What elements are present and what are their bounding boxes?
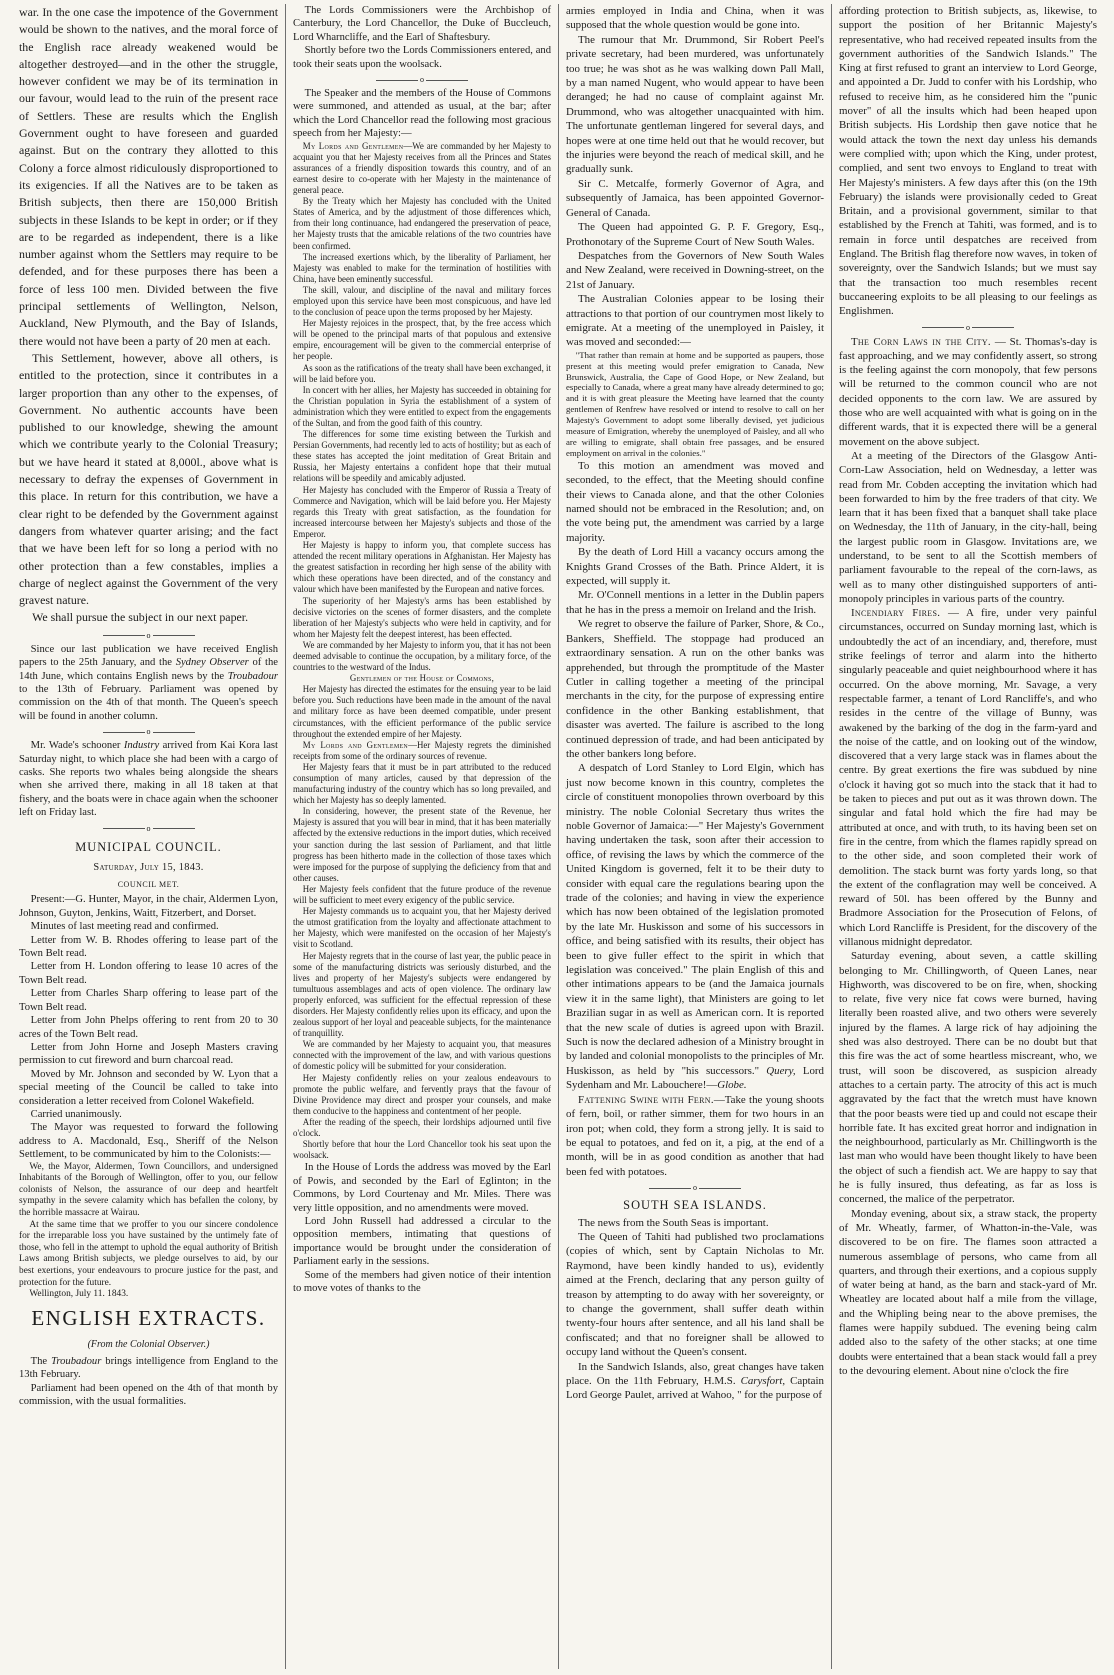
news-paragraph: The news from the South Seas is important. bbox=[577, 1216, 769, 1229]
news-paragraph: Despatches from the Governors of New South Wales and New Zealand, were received in Downing-street, on the 21st of January. bbox=[566, 249, 824, 291]
quoted-resolution: "That rather than remain at home and be supported as paupers, those present at this meeting would prefer emigration to Canada, New Brunswick, Australia, the Cape of Good Hope, or New Zealand, but especially to Canada, where a great many have already determined to go; and it is with great pleasure the Meeting have learned that the county gentlemen of Renfrew have resolved or intend to resolve to call on her Majesty's Government to adopt some liberally devised, yet judicious measure of Emigration, whereby the unemployed of Paisley, and all who are willing to emigrate, shall obtain free passages, and be ensured employment on arrival in the colonies." bbox=[566, 349, 824, 458]
council-paragraph: The Mayor was requested to forward the following address to A. Macdonald, Esq., Sheriff of the Nelson Settlement, to be communicated by him to the Colonists:— bbox=[19, 1122, 278, 1161]
address-date: Wellington, July 11. 1843. bbox=[29, 1289, 129, 1300]
speech-paragraph: Her Majesty confidently relies on your zealous endeavours to promote the public welfare, and fervently prays that the favour of Divine Providence may direct and prosper your counsels, and make them conducive to the happiness and contentment of her people. bbox=[293, 1072, 551, 1116]
news-paragraph: Saturday evening, about seven, a cattle skilling belonging to Mr. Chillingworth, of Queen Lanes, near Highworth, was discovered to be on fire, when, shocking to relate, five very nice fat cows were burned, having literally been roasted alive, and two others were severely injured by the flames. A large rick of hay adjoining the shed was also destroyed. There can be no doubt but that this fire was the act of some heartless miscreant, who, we trust, will soon be discovered, as suspicion already attaches to a certain party. The atrocity of this act is much aggravated by the fact that the wretch must have known that the poor beasts were tied up and could not escape their horrible fate. It has excited great horror and indignation in the neighbourhood, particularly as Mr. Chillingworth is the last man who would have been thought likely to have been the object of such a fiendish act. We are happy to say that he is fully insured, thus defeating, as far as loss is concerned, the malice of the perpetrator. bbox=[839, 950, 1097, 1206]
speech-paragraph: By the Treaty which her Majesty has concluded with the United States of America, and by the adjustment of those differences which, from their long continuance, had endangered the preservation of peace, her Majesty trusts that the amicable relations of the two countries have been confirmed. bbox=[293, 196, 551, 251]
article-paragraph: This Settlement, however, above all others, is entitled to the protection, since it contributes in a larger proportion than any other to the expenses, of Government. No authentic accounts have been published to our knowledge, shewing the amount which we contribute yearly to the Colonial Treasury; but we have heard it stated at 8,000l., above what is necessary to defray the expenses of Government in this place. In return for this contribution, we have a clear right to be defended by the Government against dangers from whatever quarter arising; and the fact that we have been left for so long a period with no other protection than a few constables, implies a charge of neglect against the Government of the very gravest nature. bbox=[19, 350, 278, 608]
section-divider: o bbox=[293, 76, 551, 84]
speech-paragraph: We are commanded by her Majesty to inform you, that it has not been deemed advisable to continue the occupation, by a military force, of the countries to the westward of the Indus. bbox=[293, 639, 551, 673]
news-paragraph: The Speaker and the members of the House of Commons were summoned, and attended as usual, at the bar; after which the Lord Chancellor read the following most gracious speech from her Majesty:— bbox=[293, 88, 551, 140]
council-paragraph: Minutes of last meeting read and confirmed. bbox=[30, 921, 219, 933]
speech-paragraph: We are commanded by her Majesty to acquaint you, that measures connected with the improvement of the law, and with various questions of domestic policy will be submitted for your consideration. bbox=[293, 1039, 551, 1072]
section-date: Saturday, July 15, 1843. bbox=[93, 861, 204, 873]
news-paragraph: By the death of Lord Hill a vacancy occurs among the Knights Grand Crosses of the Bath. Prince Aldert, it is expected, will supply it. bbox=[566, 546, 824, 588]
news-paragraph: Sir C. Metcalfe, formerly Governor of Agra, and subsequently of Jamaica, has been appointed Governor-General of Canada. bbox=[566, 177, 824, 219]
speech-paragraph: Her Majesty feels confident that the future produce of the revenue will be sufficient to meet every exigency of the public service. bbox=[293, 883, 551, 906]
section-heading: SOUTH SEA ISLANDS. bbox=[623, 1198, 767, 1213]
news-paragraph: In the House of Lords the address was moved by the Earl of Powis, and seconded by the Earl of Eglinton; in the Commons, by Lord Courtenay and Mr. Miles. There was very little opposition, and no amendments were moved. bbox=[293, 1162, 551, 1214]
speech-paragraph: Her Majesty rejoices in the prospect, that, by the free access which will be opened to the principal marts of that populous and extensive empire, encouragement will be given to the commercial enterprise of her people. bbox=[293, 318, 551, 362]
news-paragraph: We regret to observe the failure of Parker, Shore, & Co., Bankers, Sheffield. The stoppage had produced an extraordinary sensation. A run on the other banks was apprehended, but through the promptitude of the Master Cutler in calling together a meeting of the principal merchants in the city, for the purpose of expressing entire confidence in the other Banking establishment, that disaster was averted. The failure is ascribed to the long continued depression of trade, and had been anticipated by the other bankers long before. bbox=[566, 618, 824, 760]
news-paragraph: To this motion an amendment was moved and seconded, to the effect, that the Meeting should confine their views to Canada alone, and that the other Colonies named should not be embraced in the Resolution; and, on the vote being put, the amendment was carried by a large majority. bbox=[566, 459, 824, 544]
speech-paragraph: The differences for some time existing between the Turkish and Persian Governments, had recently led to acts of hostility; but as each of these states has accepted the joint meditation of Great Britain and Russia, her Majesty entertains a confident hope that their mutual relations will be speedily and amicably adjusted. bbox=[293, 429, 551, 484]
article-paragraph: war. In the one case the impotence of the Government would be shown to the natives, and the moral force of the English race already weakened would be altogether destroyed—and in the other the struggle, however confident we may be of its termination in our favour, would lead to the ruin of the present race of Settlers. These are results which the English Government ought to have foreseen and guarded against. But on the contrary they allotted to this Colony a force almost ridiculously disproportioned to its exigencies. If all the Natives are to be taken as British subjects, then there are 150,000 British subjects in these Islands to be kept in order; or if they are to be regarded as independent, there is a like number against whom the Settlers may require to be defended, and for these purposes there has been a force of less 100 men. Divided between the five principal settlements of Wellington, Nelson, Auckland, New Plymouth, and the Bay of Islands, there would not have been a party of 20 men at each. bbox=[19, 5, 278, 348]
speech-paragraph: Her Majesty regrets that in the course of last year, the public peace in some of the manufacturing districts was seriously disturbed, and the lives and property of her Majesty's subjects were endangered by tumultuous assemblages and acts of open violence. The ordinary law properly enforced, was sufficient for the effectual repression of these disorders. Her Majesty confidently relies upon its efficacy, and upon the zealous support of her loyal and peaceable subjects, for the maintenance of tranquillity. bbox=[293, 950, 551, 1039]
news-paragraph: Mr. Wade's schooner Industry arrived from Kai Kora last Saturday night, to which place she had been with a cargo of casks. She reports two whales being alongside the shears when she arrived there, making in all 18 taken at that fishery, and the boats were in chace again when the schooner left on Friday last. bbox=[19, 740, 278, 819]
news-paragraph: The Australian Colonies appear to be losing their attractions to that portion of our countrymen most likely to emigrate. At a meeting of the unemployed in Paisley, it was moved and seconded:— bbox=[566, 293, 824, 349]
council-paragraph: Letter from John Phelps offering to rent from 20 to 30 acres of the Town Belt read. bbox=[19, 1015, 278, 1040]
speech-paragraph: As soon as the ratifications of the treaty shall have been exchanged, it will be laid before you. bbox=[293, 362, 551, 384]
news-paragraph: Monday evening, about six, a straw stack, the property of Mr. Wheatly, farmer, of Whatton-in-the-Vale, was discovered to be on fire. The flames soon attracted a numerous assemblage of persons, who came from all quarters, and through their exertions, and a copious supply of water being at hand, as the barn and stack-yard of Mr. Wheatley are located about half a mile from the village, and the Whipling being near to the above premises, the flames were happily subdued. The evening being calm added also to the safety of the other stacks; at one time doubts were entertained that a bean stack would fall a prey to the devouring element. About nine o'clock the fire bbox=[839, 1207, 1097, 1377]
column-2 bbox=[285, 4, 558, 1669]
speech-paragraph: Her Majesty has concluded with the Emperor of Russia a Treaty of Commerce and Navigation, which will be laid before you. Her Majesty regards this Treaty with great satisfaction, as the foundation for increased intercourse between her Majesty's subjects and those of the Emperor. bbox=[293, 484, 551, 539]
speech-paragraph: The superiority of her Majesty's arms has been established by decisive victories on the scenes of former disasters, and the complete liberation of her Majesty's subjects who were held in captivity, and for whom her Majesty felt the deepest interest, has been effected. bbox=[293, 595, 551, 639]
speech-paragraph: My Lords and Gentlemen—Her Majesty regrets the diminished receipts from some of the ordinary sources of revenue. bbox=[293, 739, 551, 761]
section-divider: o bbox=[19, 728, 278, 736]
news-paragraph: The Queen had appointed G. P. F. Gregory, Esq., Prothonotary of the Supreme Court of New South Wales. bbox=[566, 221, 824, 248]
news-paragraph: In the Sandwich Islands, also, great changes have taken place. On the 11th February, H.M.S. Carysfort, Captain Lord George Paulet, arrived at Wahoo, " for the purpose of bbox=[566, 1360, 824, 1402]
speech-paragraph: In concert with her allies, her Majesty has succeeded in obtaining for the Christian population in Syria the establishment of a system of administration which they were entitled to expect from the engagements of the Sultan, and from the good faith of this country. bbox=[293, 384, 551, 428]
council-paragraph: Carried unanimously. bbox=[30, 1108, 122, 1120]
news-paragraph: Incendiary Fires. — A fire, under very painful circumstances, occurred on Sunday morning last, which is undoubtedly the act of an incendiary, and, therefore, must strike feelings of terror and alarm into the hitherto singularly peaceable and quiet neighbourhood where it has occurred. On the above morning, Mr. Savage, a very respectable farmer, a tenant of Lord Rancliffe's, and who resides in the centre of the village of Bunny, was awakened by the barking of the dog in the farm-yard and the noise of the cattle, and on looking out of the window, discovered that a very large stack was in flames about the centre. By great exertions the fire was subdued by nine o'clock it having got so much into the stack that it had to be taken to pieces and put out as it was thrown down. The singular and fatal hold which the fire had may be attributed at once, and with truth, to its having been set on fire in the centre, from which the flames rapidly spread on to the other side, and soon completed their work of demolition. The stack burnt was forty yards long, so that the extent of the conflagration may well be conceived. A reward of 50l. has been offered by the Bunny and Bradmore Association for the Prosecution of Felons, of which Lord Rancliffe is President, for the discovery of the villanous midnight depredator. bbox=[839, 607, 1097, 948]
speech-paragraph: Shortly before that hour the Lord Chancellor took his seat upon the woolsack. bbox=[293, 1139, 551, 1161]
news-paragraph: Shortly before two the Lords Commissioners entered, and took their seats upon the woolsack. bbox=[293, 45, 551, 70]
speech-paragraph: The increased exertions which, by the liberality of Parliament, her Majesty was enabled to make for the termination of hostilities with China, have been eminently successful. bbox=[293, 251, 551, 284]
section-divider: o bbox=[19, 632, 278, 640]
speech-paragraph: The skill, valour, and discipline of the naval and military forces employed upon this service have been most conspicuous, and have led to the conclusion of peace upon the terms proposed by her Majesty. bbox=[293, 284, 551, 318]
section-heading: MUNICIPAL COUNCIL. bbox=[75, 839, 222, 854]
section-heading: ENGLISH EXTRACTS. bbox=[31, 1305, 266, 1330]
news-paragraph: The Corn Laws in the City. — St. Thomas's-day is fast approaching, and we may confidently assert, so strong is the feeling against the corn monopoly, that few persons will be returned to the common council who are not decided opponents to the corn law. We are assured by those who are well acquainted with what is going on in the different wards, that it is expected there will be a general movement on the above subject. bbox=[839, 335, 1097, 448]
section-divider: o bbox=[566, 1184, 824, 1192]
news-paragraph: A despatch of Lord Stanley to Lord Elgin, which has just now become known in this country, completes the circle of constituent monopolies thrown overboard by this ministry. The noble Colonial Secretary thus writes the noble Governor of Jamaica:—" Her Majesty's Government having undertaken the task, soon after their accession to office, of revising the laws by which the commerce of the United Kingdom is governed, felt it to be their duty to consider with equal care the regulations bearing upon the trade of the colonies; and having in view the experience which has now been obtained of the legislation promoted by the late Mr. Huskisson and some of his successors in office, and being satisfied with its results, their object has been to give fuller effect to the spirit in which that legislation was conceived." The plain English of this and other intimations appears to be (and the Jamaica journals view it in the same light), that Ministers are going to let Brazilian sugar in as well as American corn. It is reported that the new scale of duties is agreed upon with Brazil. Such is now the declared adhesion of a Ministry brought in by landed and colonial monopolists to the principles of Mr. Huskisson, as held by "his successors." Query, Lord Sydenham and Mr. Labouchere!—Globe. bbox=[566, 762, 824, 1092]
news-paragraph: Some of the members had given notice of their intention to move votes of thanks to the bbox=[293, 1269, 551, 1294]
news-paragraph: The Lords Commissioners were the Archbishop of Canterbury, the Lord Chancellor, the Duke of Buccleuch, Lord Wharncliffe, and the Earl of Shaftesbury. bbox=[293, 5, 551, 43]
news-paragraph: Fattening Swine with Fern.—Take the young shoots of fern, boil, or rather simmer, them for two hours in an iron pot; when cold, they form a strong jelly. It is said to be equal to potatoes, and fed on it, a pig, at the end of a month, will be in as good condition as another that had been fed with potatoes. bbox=[566, 1093, 824, 1178]
news-paragraph: The rumour that Mr. Drummond, Sir Robert Peel's private secretary, had been murdered, was unfortunately too true; he was shot as he was walking down Pall Mall, by a man named Nugent, who would appear to have been deranged; he had no cause of complaint against Mr. Drummond, who was altogether unacquainted with him. The unfortunate gentleman lingered for several days, and hopes were at one time held out that he would recover, but the injuries were beyond the reach of medical skill, and he gradually sunk. bbox=[566, 33, 824, 176]
column-4 bbox=[831, 4, 1104, 1669]
article-paragraph: We shall pursue the subject in our next paper. bbox=[32, 610, 249, 625]
column-1 bbox=[12, 4, 285, 1669]
speech-paragraph: My Lords and Gentlemen—We are commanded by her Majesty to acquaint you that her Majesty receives from all the Princes and States assurances of a friendly disposition towards this country, and of an earnest desire to co-operate with her Majesty in the maintenance of general peace. bbox=[293, 140, 551, 196]
news-paragraph: Since our last publication we have received English papers to the 25th January, and the Sydney Observer of the 14th June, which contains English news by the Troubadour to the 13th of February. Parliament was opened by commission on the 4th of that month. The Queen's speech will be found in another column. bbox=[19, 643, 278, 722]
news-paragraph: Lord John Russell had addressed a circular to the opposition members, intimating that questions of importance would be brought under the consideration of Parliament early in the sessions. bbox=[293, 1215, 551, 1268]
section-source: (From the Colonial Observer.) bbox=[87, 1338, 210, 1350]
council-paragraph: Letter from W. B. Rhodes offering to lease part of the Town Belt read. bbox=[19, 934, 278, 960]
council-paragraph: Letter from Charles Sharp offering to lease part of the Town Belt read. bbox=[19, 988, 278, 1013]
address-paragraph: At the same time that we proffer to you our sincere condolence for the irreparable loss you have sustained by the untimely fate of those, who fell in the attempt to uphold the equal authority of British Laws among British subjects, we pledge ourselves to aid, by our best exertions, your endeavours to procure justice for the past, and protection for the future. bbox=[19, 1219, 278, 1288]
address-paragraph: We, the Mayor, Aldermen, Town Councillors, and undersigned Inhabitants of the Borough of Wellington, offer to you, our fellow colonists of Nelson, the assurance of our deep and heartfelt sympathy in the severe calamity which has befallen the colony, by the horrible massacre at Wairau. bbox=[19, 1161, 278, 1218]
news-paragraph: At a meeting of the Directors of the Glasgow Anti-Corn-Law Association, held on Wednesday, a letter was read from Mr. Cobden accepting the invitation which had been forwarded to him by the free traders of that city. We learn that it has been fixed that a banquet shall take place on Wednesday, the 11th of January, in the city-hall, being the largest public room in Glasgow. Invitations are, we understand, to be sent to all the Scottish members of parliament favourable to the repeal of the corn-laws, as well as to many other distinguished supporters of anti-monopoly principles in various parts of the country. bbox=[839, 449, 1097, 605]
council-paragraph: Present:—G. Hunter, Mayor, in the chair, Aldermen Lyon, Johnson, Guyton, Jenkins, Waitt, Fitzerbert, and Dorset. bbox=[19, 894, 278, 919]
news-paragraph: Mr. O'Connell mentions in a letter in the Dublin papers that he has in the press a memoir on Ireland and the Irish. bbox=[566, 589, 824, 616]
council-paragraph: Letter from H. London offering to lease 10 acres of the Town Belt read. bbox=[19, 961, 278, 986]
speech-paragraph: Her Majesty commands us to acquaint you, that her Majesty derived the utmost gratification from the loyalty and affectionate attachment to her Majesty, which were manifested on the occasion of her Majesty's visit to Scotland. bbox=[293, 906, 551, 950]
speech-paragraph: Her Majesty fears that it must be in part attributed to the reduced consumption of many articles, caused by that depression of the manufacturing industry of the country which has so long prevailed, and which her Majesty has so deeply lamented. bbox=[293, 761, 551, 806]
council-paragraph: Letter from John Horne and Joseph Masters craving permission to cut fireword and burn charcoal read. bbox=[19, 1041, 278, 1067]
council-paragraph: Moved by Mr. Johnson and seconded by W. Lyon that a special meeting of the Council be called to take into consideration a letter received from Colonel Wakefield. bbox=[19, 1068, 278, 1107]
section-subheading: COUNCIL MET. bbox=[117, 880, 180, 890]
speech-paragraph: In considering, however, the present state of the Revenue, her Majesty is assured that you will bear in mind, that it has been materially affected by the extensive reductions in the import duties, which received your sanction during the last session of Parliament, and that little progress has been hitherto made in the collection of those taxes which were imposed for the purpose of supplying the deficiency from that and other causes. bbox=[293, 806, 551, 883]
section-divider: o bbox=[19, 825, 278, 833]
speech-paragraph: After the reading of the speech, their lordships adjourned until five o'clock. bbox=[293, 1116, 551, 1138]
news-paragraph: The Queen of Tahiti had published two proclamations (copies of which, sent by Captain Nicholas to Mr. Raymond, have been kindly handed to us), evidently aimed at the French, declaring that any person guilty of treason by attempting to do away with her sovereignty, or to change the government, shall suffer death within twenty-four hours after sentence, and all his land shall be confiscated; and that no foreigner shall be allowed to occupy land without the Queen's consent. bbox=[566, 1230, 824, 1359]
news-paragraph: armies employed in India and China, when it was supposed that the whole question would be gone into. bbox=[566, 5, 824, 32]
news-paragraph: affording protection to British subjects, as, likewise, to support the position of her Britannic Majesty's representative, who had received repeated insults from the government authorities of the Sandwich Islands." The King at first refused to grant an interview to Lord George, and appointed a Dr. Judd to confer with his Lordship, who refused to receive him, as he considered him the "punic mover" of all the insults which had been heaped upon British subjects. His Lordship then gave notice that he would attack the town the next day unless his demands were complied with; upon which the King, under protest, complied, and sent two envoys to England to treat with Her Majesty's ministers. A few days after this (on the 19th February) the islands were provisionally ceded to Great Britain, and a provisional government, similar to that established by the French at Tahiti, was formed, and is to remain in force until despatches are received from England. The British flag therefore now waves, in token of sovereignty, over the Sandwich Islands; but we must say that the transaction too much resembles recent buccaneering exploits to be all pleasing to our feelings as Englishmen. bbox=[839, 5, 1097, 318]
speech-lead: Gentlemen of the House of Commons, bbox=[349, 673, 495, 684]
speech-paragraph: Her Majesty is happy to inform you, that complete success has attended the recent military operations in Afghanistan. Her Majesty has the greatest satisfaction in recording her high sense of the ability with which these operations have been directed, and of the constancy and valour which have been manifested by the European and native forces. bbox=[293, 540, 551, 595]
news-paragraph: The Troubadour brings intelligence from England to the 13th February. bbox=[19, 1356, 278, 1381]
speech-paragraph: Her Majesty has directed the estimates for the ensuing year to be laid before you. Such reductions have been made in the amount of the naval and military force as have been deemed compatible, under present circumstances, with the efficient performance of the public service throughout the extended empire of her Majesty. bbox=[293, 684, 551, 739]
column-3 bbox=[558, 4, 831, 1669]
news-paragraph: Parliament had been opened on the 4th of that month by commission, with the usual formalities. bbox=[19, 1382, 278, 1408]
section-divider: o bbox=[839, 324, 1097, 332]
